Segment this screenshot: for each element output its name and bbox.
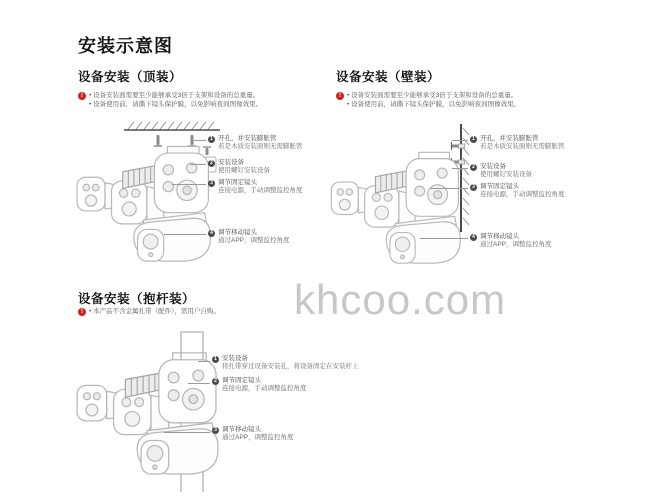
step-desc: 将扎带穿过设备安装孔，将设备固定在安装杆上 bbox=[222, 363, 359, 370]
step-title: 调节移动镜头 bbox=[218, 229, 257, 236]
camera-illustration-top-mount bbox=[76, 140, 216, 263]
step-number-badge: 1 bbox=[470, 136, 477, 143]
step-number-badge: 2 bbox=[470, 164, 477, 171]
warning-icon bbox=[78, 308, 86, 316]
leader-line bbox=[198, 361, 210, 362]
step-title: 安装设备 bbox=[218, 159, 244, 166]
leader-line bbox=[194, 140, 206, 141]
step-number-badge: 3 bbox=[208, 180, 215, 187]
note-block-pole-mount bbox=[78, 308, 220, 317]
leader-line bbox=[420, 238, 468, 239]
leader-line bbox=[190, 164, 206, 165]
step-desc: 通过APP，调整监控角度 bbox=[218, 237, 290, 244]
step-desc: 若是木质安装面则无需膨胀管 bbox=[218, 143, 303, 150]
step-callout bbox=[470, 233, 552, 249]
step-number-badge: 3 bbox=[212, 427, 219, 434]
leader-line bbox=[164, 432, 210, 433]
step-callout bbox=[470, 135, 565, 151]
step-number-badge: 2 bbox=[208, 160, 215, 167]
step-callout bbox=[212, 355, 359, 371]
step-desc: 连接电源，手动调整监控角度 bbox=[480, 191, 565, 198]
leader-line bbox=[164, 234, 206, 235]
step-title: 调节移动镜头 bbox=[480, 233, 519, 240]
step-title: 开孔，并安装膨胀管 bbox=[218, 135, 277, 142]
note-block-top-mount bbox=[78, 92, 262, 109]
step-desc: 若是木质安装面则无需膨胀管 bbox=[480, 143, 565, 150]
warning-icon bbox=[78, 92, 86, 100]
note-text: • 设备使用前，请撕下镜头保护膜，以免影响夜间图像效果。 bbox=[347, 101, 520, 110]
section-title-top-mount: 设备安装（顶装） bbox=[78, 70, 183, 84]
step-title: 调节移动镜头 bbox=[222, 426, 261, 433]
step-callout bbox=[470, 163, 532, 179]
page-title: 安装示意图 bbox=[78, 36, 173, 56]
note-block-wall-mount bbox=[336, 92, 520, 109]
step-number-badge: 2 bbox=[212, 378, 219, 385]
leader-line bbox=[188, 383, 210, 384]
section-title-wall-mount: 设备安装（壁装） bbox=[336, 70, 441, 84]
step-title: 调节固定镜头 bbox=[218, 179, 257, 186]
note-text: • 设备安装面需要至少能够承受3倍于支架和设备的总重量。 bbox=[89, 92, 262, 101]
camera-illustration-pole-mount bbox=[76, 346, 224, 476]
note-text: • 设备安装面需要至少能够承受3倍于支架和设备的总重量。 bbox=[347, 92, 520, 101]
step-callout bbox=[212, 426, 294, 442]
step-desc: 通过APP，调整监控角度 bbox=[222, 434, 294, 441]
step-title: 开孔，并安装膨胀管 bbox=[480, 135, 539, 142]
watermark: khcoo.com bbox=[294, 276, 507, 323]
leader-line bbox=[172, 184, 206, 185]
step-desc: 连接电源，手动调整监控角度 bbox=[222, 385, 307, 392]
step-callout bbox=[470, 183, 565, 199]
section-title-pole-mount: 设备安装（抱杆装） bbox=[78, 292, 196, 306]
step-callout bbox=[208, 179, 303, 195]
note-text: • 本产品不含金属扎带（配件），需用户自购。 bbox=[89, 308, 220, 317]
leader-line bbox=[430, 188, 468, 189]
step-title: 调节固定镜头 bbox=[222, 377, 261, 384]
step-callout bbox=[212, 377, 307, 393]
step-number-badge: 4 bbox=[470, 234, 477, 241]
step-title: 安装设备 bbox=[222, 355, 248, 362]
step-title: 调节固定镜头 bbox=[480, 183, 519, 190]
step-desc: 连接电源，手动调整监控角度 bbox=[218, 187, 303, 194]
step-number-badge: 4 bbox=[208, 230, 215, 237]
step-number-badge: 1 bbox=[208, 136, 215, 143]
step-desc: 通过APP，调整监控角度 bbox=[480, 241, 552, 248]
step-number-badge: 3 bbox=[470, 184, 477, 191]
step-desc: 使用螺钉安装设备 bbox=[218, 167, 270, 174]
step-title: 安装设备 bbox=[480, 163, 506, 170]
camera-illustration-wall-mount bbox=[330, 146, 466, 265]
step-callout bbox=[208, 135, 303, 151]
warning-icon bbox=[336, 92, 344, 100]
step-number-badge: 1 bbox=[212, 356, 219, 363]
note-text: • 设备使用前，请撕下镜头保护膜，以免影响夜间图像效果。 bbox=[89, 101, 262, 110]
step-callout bbox=[208, 229, 290, 245]
leader-line bbox=[452, 168, 468, 169]
leader-line bbox=[452, 140, 468, 141]
step-callout bbox=[208, 159, 270, 175]
step-desc: 使用螺钉安装设备 bbox=[480, 171, 532, 178]
